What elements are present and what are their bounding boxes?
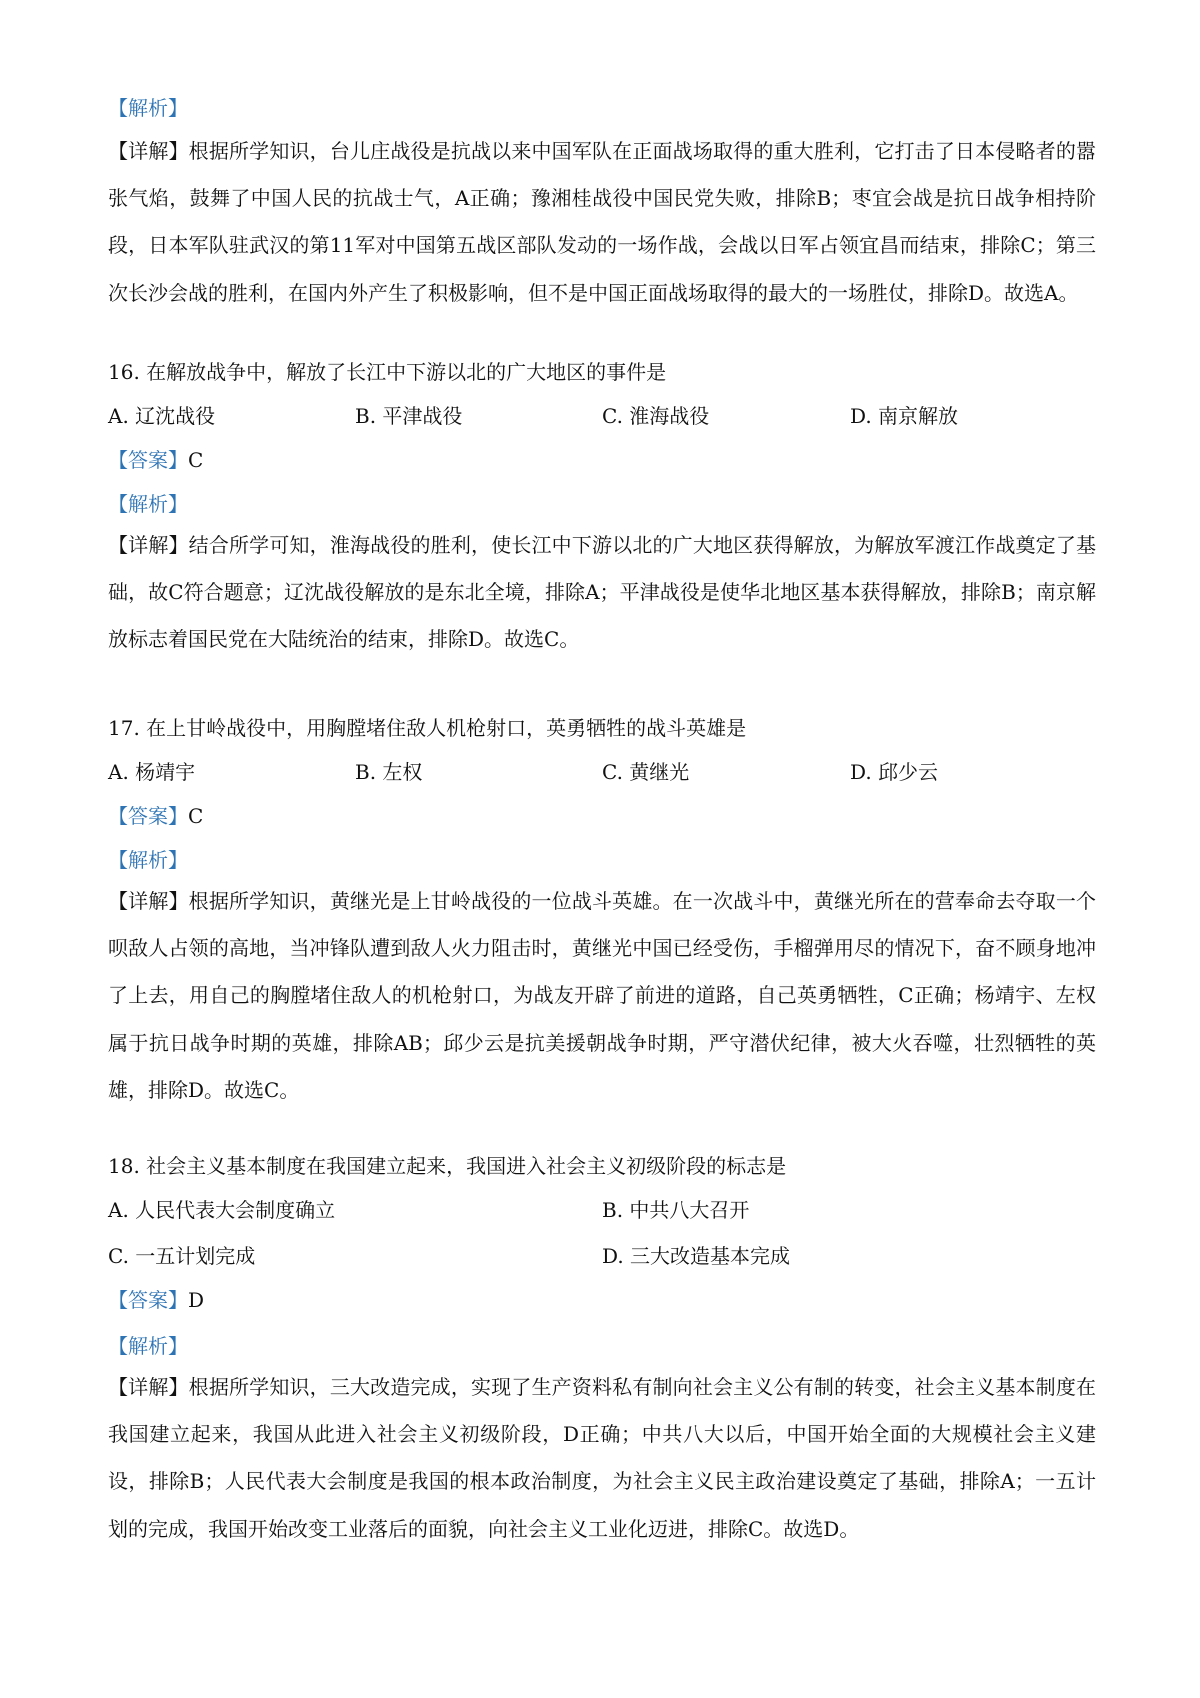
q17-answer-row (108, 800, 203, 829)
q18-answer-row (108, 1284, 204, 1313)
q17-detail: 【详解】根据所学知识，黄继光是上甘岭战役的一位战斗英雄。在一次战斗中，黄继光所在的营奉命去夺取一个呗敌人占领的高地，当冲锋队遭到敌人火力阻击时，黄继光中国已经受伤，手榴弹用尽的情况下，奋不顾身地冲了上去，用自己的胸膛堵住敌人的机枪射口，为战友开辟了前进的道路，自己英勇牺牲，C正确；杨靖宇、左权属于抗日战争时期的英雄，排除AB；邱少云是抗美援朝战争时期，严守潜伏纪律，被大火吞噬，壮烈牺牲的英雄，排除D。故选C。 (108, 889, 1096, 1102)
answer-label: 【答案】 (108, 448, 188, 472)
q16-question: 16. 在解放战争中，解放了长江中下游以北的广大地区的事件是 (108, 360, 667, 384)
q18-option-b: B. 中共八大召开 (602, 1198, 750, 1222)
analysis-label: 【解析】 (108, 848, 188, 872)
q16-detail: 【详解】结合所学可知，淮海战役的胜利，使长江中下游以北的广大地区获得解放，为解放军渡江作战奠定了基础，故C符合题意；辽沈战役解放的是东北全境，排除A；平津战役是使华北地区基本获得解放，排除B；南京解放标志着国民党在大陆统治的结束，排除D。故选C。 (108, 533, 1096, 652)
analysis-label: 【解析】 (108, 96, 188, 120)
q16-option-c: C. 淮海战役 (602, 404, 710, 428)
q16-option-d: D. 南京解放 (850, 404, 959, 428)
q17-answer: C (188, 804, 204, 828)
q18-option-c: C. 一五计划完成 (108, 1244, 256, 1268)
answer-label: 【答案】 (108, 804, 188, 828)
analysis-label: 【解析】 (108, 492, 188, 516)
q18-detail: 【详解】根据所学知识，三大改造完成，实现了生产资料私有制向社会主义公有制的转变，社会主义基本制度在我国建立起来，我国从此进入社会主义初级阶段，D正确；中共八大以后，中国开始全面的大规模社会主义建设，排除B；人民代表大会制度是我国的根本政治制度，为社会主义民主政治建设奠定了基础，排除A；一五计划的完成，我国开始改变工业落后的面貌，向社会主义工业化迈进，排除C。故选D。 (108, 1375, 1096, 1541)
answer-label: 【答案】 (108, 1288, 188, 1312)
q17-option-a: A. 杨靖宇 (108, 760, 196, 784)
analysis-label: 【解析】 (108, 1334, 188, 1358)
q16-option-a: A. 辽沈战役 (108, 404, 216, 428)
q18-option-d: D. 三大改造基本完成 (602, 1244, 791, 1268)
q17-question: 17. 在上甘岭战役中，用胸膛堵住敌人机枪射口，英勇牺牲的战斗英雄是 (108, 716, 747, 740)
q16-answer: C (188, 448, 204, 472)
q17-option-b: B. 左权 (355, 760, 423, 784)
q18-question: 18. 社会主义基本制度在我国建立起来，我国进入社会主义初级阶段的标志是 (108, 1154, 787, 1178)
q16-answer-row (108, 444, 203, 473)
q15-detail: 【详解】根据所学知识，台儿庄战役是抗战以来中国军队在正面战场取得的重大胜利，它打击了日本侵略者的嚣张气焰，鼓舞了中国人民的抗战士气，A正确；豫湘桂战役中国民党失败，排除B；枣宜会战是抗日战争相持阶段，日本军队驻武汉的第11军对中国第五战区部队发动的一场作战，会战以日军占领宜昌而结束，排除C；第三次长沙会战的胜利，在国内外产生了积极影响，但不是中国正面战场取得的最大的一场胜仗，排除D。故选A。 (108, 139, 1096, 305)
q18-option-a: A. 人民代表大会制度确立 (108, 1198, 336, 1222)
q18-answer: D (188, 1288, 205, 1312)
q16-option-b: B. 平津战役 (355, 404, 463, 428)
q17-option-d: D. 邱少云 (850, 760, 939, 784)
q17-option-c: C. 黄继光 (602, 760, 690, 784)
